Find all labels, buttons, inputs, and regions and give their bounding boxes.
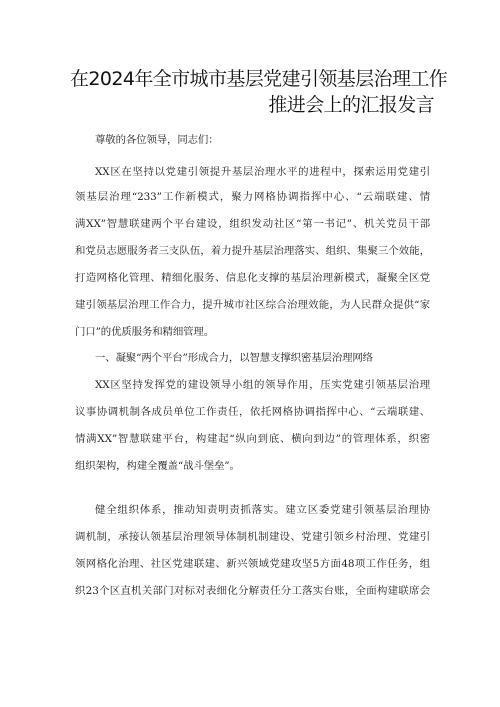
document-title-line-2: 推进会上的汇报发言	[268, 94, 434, 116]
paragraph-1-line: 打造网格化管理、精细化服务、信息化支撑的基层治理新模式，凝聚全区党	[75, 272, 430, 284]
paragraph-3-line: 领网格化治理、社区党建联建、新兴领域党建攻坚5方面48项工作任务，组	[75, 558, 430, 570]
paragraph-1-line: 建引领基层治理工作合力，提升城市社区综合治理效能，为人民群众提供“家	[75, 299, 430, 311]
paragraph-1-line: 领基层治理“233”工作新模式，聚力网格协调指挥中心、“云端联建、情	[75, 191, 430, 203]
paragraph-3-line: 织23个区直机关部门对标对表细化分解责任分工落实台账，全面构建联席会	[75, 585, 430, 597]
paragraph-1-line: XX区在坚持以党建引领提升基层治理水平的进程中，探索运用党建引	[95, 166, 430, 178]
paragraph-3-line: 健全组织体系，推动知责明责抓落实。建立区委党建引领基层治理协	[95, 504, 430, 516]
section-heading-1: 一、凝聚“两个平台”形成合力，以智慧支撑织密基层治理网络	[95, 352, 373, 364]
paragraph-3-line: 调机制，承接认领基层治理领导体制机制建设、党建引领乡村治理、党建引	[75, 531, 430, 543]
paragraph-2-line: 组织架构，构建全覆盖“战斗堡垒”。	[75, 460, 240, 472]
paragraph-1-line: 和党员志愿服务者三支队伍，着力提升基层治理落实、组织、集聚三个效能，	[75, 245, 430, 257]
document-title-line-1: 在2024年全市城市基层党建引领基层治理工作	[70, 68, 448, 90]
paragraph-1-line: 满XX”智慧联建两个平台建设，组织发动社区“第一书记”、机关党员干部	[75, 218, 430, 230]
paragraph-1-line: 门口”的优质服务和精细管理。	[75, 326, 214, 338]
salutation: 尊敬的各位领导，同志们：	[95, 134, 219, 146]
paragraph-2-line: 议事协调机制各成员单位工作责任，依托网格协调指挥中心、“云端联建、	[75, 406, 430, 418]
paragraph-2-line: 情满XX”智慧联建平台，构建起“纵向到底、横向到边”的管理体系，织密	[75, 433, 430, 445]
paragraph-2-line: XX区坚持发挥党的建设领导小组的领导作用，压实党建引领基层治理	[95, 379, 430, 391]
